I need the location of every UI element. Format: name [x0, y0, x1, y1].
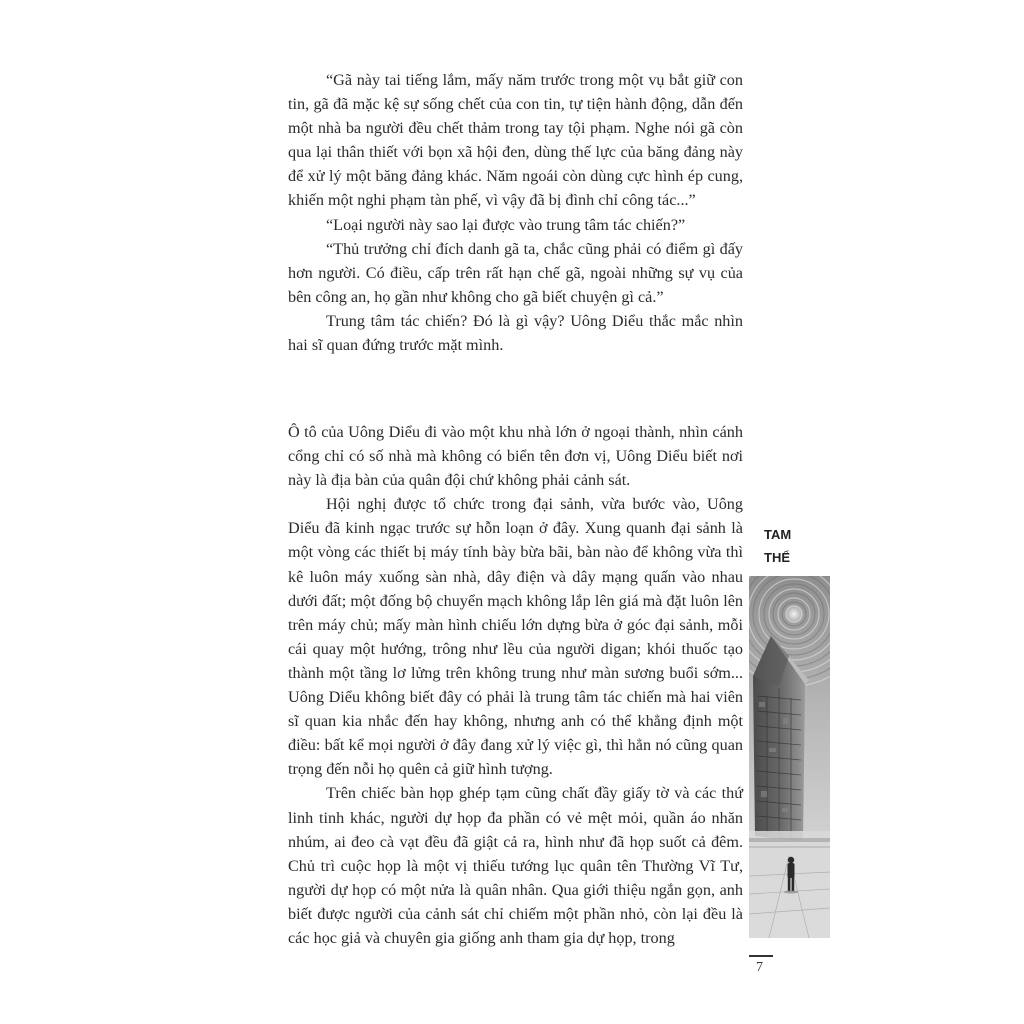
paragraph: Ô tô của Uông Diểu đi vào một khu nhà lớn ở ngoại thành, nhìn cánh cổng chỉ có số nhà mà không có biển tên đơn vị, Uông Diểu biết nơi này là địa bàn của quân đội chứ không phải cảnh sát.	[288, 423, 743, 490]
paragraph: Trên chiếc bàn họp ghép tạm cũng chất đầy giấy tờ và các thứ linh tinh khác, người dự họp đa phần có vẻ mệt mỏi, quần áo nhăn nhúm, ai đeo cà vạt đều đã giật cả ra, hình như đã họp suốt cả đêm. Chủ trì cuộc họp là một vị thiếu tướng lục quân tên Thường Vĩ Tư, người dự họp có một nửa là quân nhân. Qua giới thiệu ngắn gọn, anh biết được người của cảnh sát chỉ chiếm một phần nhỏ, còn lại đều là các học giả và chuyên gia giống anh tham gia dự họp, trong	[288, 784, 743, 947]
pyramid-cover-art	[749, 576, 830, 938]
book-title-line: TAM	[764, 527, 792, 542]
text-section-1	[288, 68, 743, 357]
footer-rule	[749, 955, 773, 957]
text-section-2	[288, 420, 743, 950]
book-title-line: THỂ	[764, 550, 790, 565]
paragraph: “Thủ trưởng chỉ đích danh gã ta, chắc cũng phải có điểm gì đấy hơn người. Có điều, cấp trên rất hạn chế gã, ngoài những sự vụ của bên công an, họ gần như không cho gã biết chuyện gì cả.”	[288, 239, 743, 306]
paragraph: Hội nghị được tổ chức trong đại sảnh, vừa bước vào, Uông Diểu đã kinh ngạc trước sự hỗn loạn ở đây. Xung quanh đại sảnh là một vòng các thiết bị máy tính bày bừa bãi, bàn nào để không vừa thì kê luôn máy xuống sàn nhà, dây điện và dây mạng quấn vào nhau dưới đất; một đống bộ chuyển mạch không lắp lên giá mà đặt luôn lên trên máy chủ; mấy màn hình chiếu lớn dựng bừa ở góc đại sảnh, mỗi cái quay một hướng, trông như lều của người digan; khói thuốc tạo thành một tầng lơ lửng trên không trung như màn sương buổi sớm... Uông Diểu không biết đây có phải là trung tâm tác chiến mà hai viên sĩ quan kia nhắc đến hay không, nhưng anh có thể khẳng định một điều: bất kể mọi người ở đây đang xử lý việc gì, thì hẳn nó cũng quan trọng đến nỗi họ quên cả giữ hình tượng.	[288, 495, 743, 779]
book-title	[764, 523, 804, 569]
page-number: 7	[756, 960, 763, 975]
paragraph: Trung tâm tác chiến? Đó là gì vậy? Uông Diểu thắc mắc nhìn hai sĩ quan đứng trước mặt mình.	[288, 311, 743, 355]
paragraph: “Gã này tai tiếng lắm, mấy năm trước trong một vụ bắt giữ con tin, gã đã mặc kệ sự sống chết của con tin, tự tiện hành động, dẫn đến một nhà ba người đều chết thảm trong tay tội phạm. Nghe nói gã còn qua lại thân thiết với bọn xã hội đen, dùng thế lực của băng đảng này để xử lý một băng đảng khác. Năm ngoái còn dùng cực hình ép cung, khiến một nghi phạm tàn phế, vì vậy đã bị đình chỉ công tác...”	[288, 71, 743, 210]
paragraph: “Loại người này sao lại được vào trung tâm tác chiến?”	[326, 215, 686, 234]
